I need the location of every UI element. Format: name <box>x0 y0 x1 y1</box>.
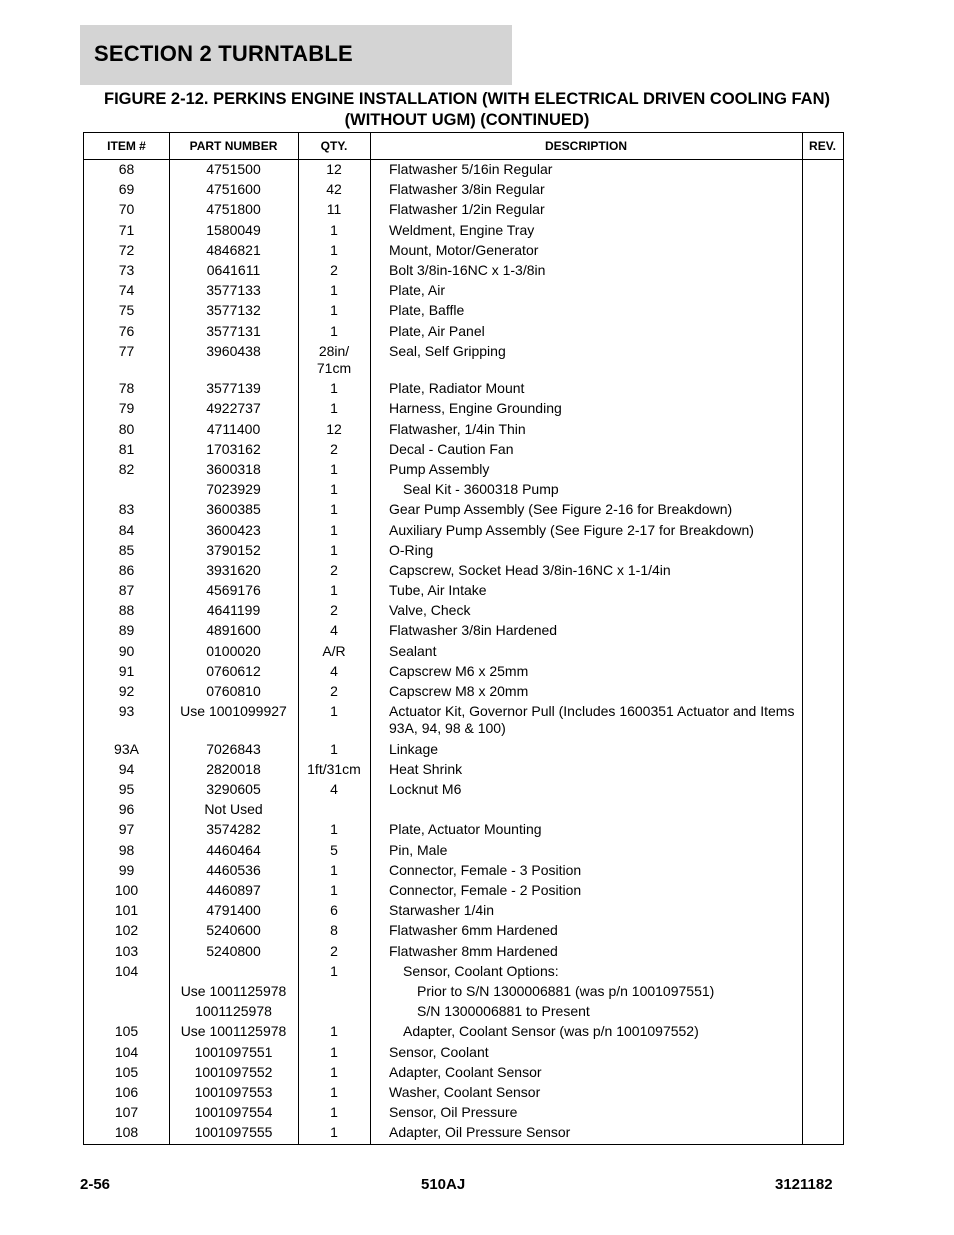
cell-item: 92 <box>118 683 135 699</box>
cell-description: Valve, Check <box>389 602 471 619</box>
cell-qty: 1 <box>330 1124 338 1141</box>
cell-item: 81 <box>118 440 135 457</box>
cell-qty: 1 <box>330 481 338 498</box>
cell-item: 103 <box>114 942 139 959</box>
cell-part-number: 3600385 <box>206 501 261 518</box>
cell-qty: 1 <box>330 322 338 339</box>
cell-description: Mount, Motor/Generator <box>389 241 539 258</box>
cell-description: Adapter, Oil Pressure Sensor <box>389 1124 571 1141</box>
cell-qty: 2 <box>330 683 338 699</box>
cell-part-number: 3790152 <box>206 541 261 558</box>
cell-description: Flatwasher 1/2in Regular <box>389 201 545 218</box>
cell-item: 107 <box>114 1104 139 1121</box>
parts-table <box>83 132 844 1145</box>
table-row <box>84 400 843 420</box>
table-row <box>84 181 843 201</box>
cell-item: 69 <box>118 181 135 198</box>
cell-item: 71 <box>118 221 135 238</box>
cell-description: O-Ring <box>389 541 434 558</box>
cell-qty: A/R <box>322 642 346 659</box>
table-row <box>84 602 843 622</box>
table-row <box>84 643 843 663</box>
cell-description: Flatwasher 8mm Hardened <box>389 942 558 959</box>
cell-qty: 4 <box>330 781 338 798</box>
cell-part-number: 4922737 <box>206 400 261 417</box>
table-row <box>84 842 843 862</box>
cell-qty: 1 <box>330 1083 338 1100</box>
cell-qty: 1 <box>330 302 338 319</box>
cell-qty: 2 <box>330 942 338 959</box>
table-row <box>84 161 843 181</box>
cell-part-number: Use 1001099927 <box>180 703 287 720</box>
cell-qty: 6 <box>330 902 338 919</box>
table-row <box>84 703 843 741</box>
footer-page-number: 2-56 <box>80 1176 111 1193</box>
table-row <box>84 983 843 1003</box>
cell-qty: 1 <box>330 282 338 299</box>
cell-qty: 12 <box>326 161 342 177</box>
cell-part-number: 3577132 <box>206 302 261 319</box>
cell-item: 99 <box>118 861 135 878</box>
cell-description: Gear Pump Assembly (See Figure 2-16 for Breakdown) <box>389 501 733 518</box>
table-row <box>84 882 843 902</box>
cell-part-number: 4460897 <box>206 882 261 898</box>
cell-item: 102 <box>114 922 139 939</box>
cell-item: 90 <box>118 642 135 659</box>
cell-item: 104 <box>114 962 139 979</box>
table-body <box>84 161 843 1144</box>
cell-description: Plate, Air Panel <box>389 322 485 339</box>
cell-item: 79 <box>118 400 135 417</box>
table-row <box>84 1124 843 1144</box>
cell-part-number: 3600318 <box>206 460 261 477</box>
cell-description: Tube, Air Intake <box>389 582 487 599</box>
cell-item: 95 <box>118 781 135 798</box>
table-row <box>84 582 843 602</box>
cell-part-number: 0641611 <box>206 261 261 278</box>
cell-qty: 1 <box>330 740 338 757</box>
table-row <box>84 761 843 781</box>
footer-doc-number: 3121182 <box>775 1176 833 1193</box>
cell-part-number: 4791400 <box>206 902 261 919</box>
cell-description: Connector, Female - 3 Position <box>389 861 582 878</box>
table-row <box>84 343 843 381</box>
cell-qty: 1 <box>330 460 338 477</box>
cell-qty: 1 <box>330 1023 338 1040</box>
table-row <box>84 222 843 242</box>
cell-item: 105 <box>114 1063 139 1080</box>
table-row <box>84 421 843 441</box>
table-row <box>84 302 843 322</box>
table-row <box>84 323 843 343</box>
header-qty: QTY. <box>320 139 348 153</box>
cell-item: 85 <box>118 541 135 558</box>
cell-description: Capscrew M8 x 20mm <box>389 683 529 699</box>
cell-qty: 1 <box>330 400 338 417</box>
cell-item: 93A <box>114 740 139 757</box>
cell-part-number: Use 1001125978 <box>180 982 287 999</box>
table-row <box>84 441 843 461</box>
header-divider <box>84 159 843 160</box>
cell-description: Prior to S/N 1300006881 (was p/n 1001097551) <box>417 982 715 999</box>
header-description: DESCRIPTION <box>544 139 627 153</box>
cell-description: Bolt 3/8in-16NC x 1-3/8in <box>389 261 546 278</box>
cell-description: Flatwasher 3/8in Hardened <box>389 622 558 639</box>
cell-description: Washer, Coolant Sensor <box>389 1083 541 1100</box>
table-row <box>84 663 843 683</box>
cell-qty: 2 <box>330 440 338 457</box>
cell-item: 84 <box>118 521 135 538</box>
cell-item: 78 <box>118 380 135 397</box>
table-row <box>84 1023 843 1043</box>
cell-item: 82 <box>118 460 135 477</box>
cell-description: Starwasher 1/4in <box>389 902 495 919</box>
cell-qty: 1 <box>330 241 338 258</box>
cell-part-number: 3577133 <box>206 282 261 299</box>
cell-part-number: 1001097555 <box>194 1124 273 1141</box>
cell-part-number: 0760612 <box>206 662 261 679</box>
cell-part-number: 1001097553 <box>194 1083 273 1100</box>
table-row <box>84 562 843 582</box>
cell-part-number: 1001097551 <box>194 1043 273 1060</box>
cell-qty: 1 <box>330 1043 338 1060</box>
table-row <box>84 461 843 481</box>
header-item: ITEM # <box>107 139 146 153</box>
cell-item: 83 <box>118 501 135 518</box>
cell-description: Capscrew, Socket Head 3/8in-16NC x 1-1/4in <box>389 561 671 578</box>
table-row <box>84 380 843 400</box>
table-row <box>84 1104 843 1124</box>
cell-part-number: 0100020 <box>206 642 261 659</box>
cell-description: Actuator Kit, Governor Pull (Includes 1600351 Actuator and Items 93A, 94, 98 & 100) <box>389 703 795 737</box>
table-row <box>84 902 843 922</box>
cell-item: 108 <box>114 1124 139 1141</box>
table-row <box>84 542 843 562</box>
cell-qty: 2 <box>330 561 338 578</box>
cell-description: Heat Shrink <box>389 760 463 777</box>
cell-part-number: 4460536 <box>206 861 261 878</box>
cell-description: Adapter, Coolant Sensor <box>389 1063 542 1080</box>
cell-part-number: 3931620 <box>206 561 261 578</box>
footer-model: 510AJ <box>421 1176 466 1193</box>
cell-part-number: 4891600 <box>206 622 261 639</box>
cell-part-number: 5240800 <box>206 942 261 959</box>
cell-part-number: Use 1001125978 <box>180 1023 287 1040</box>
cell-item: 70 <box>118 201 135 218</box>
cell-part-number: 5240600 <box>206 922 261 939</box>
cell-qty: 1 <box>330 221 338 238</box>
figure-title-line1: FIGURE 2-12. PERKINS ENGINE INSTALLATION (WITH ELECTRICAL DRIVEN COOLING FAN) <box>103 90 831 108</box>
table-row <box>84 922 843 942</box>
cell-item: 68 <box>118 161 135 177</box>
cell-qty: 28in/ 71cm <box>316 342 352 376</box>
cell-qty: 4 <box>330 662 338 679</box>
cell-qty: 4 <box>330 622 338 639</box>
cell-qty: 1 <box>330 380 338 397</box>
cell-part-number: 4846821 <box>206 241 261 258</box>
figure-title <box>80 89 854 131</box>
cell-qty: 1 <box>330 861 338 878</box>
table-row <box>84 963 843 983</box>
cell-item: 96 <box>118 801 135 818</box>
cell-item: 101 <box>114 902 139 919</box>
cell-description: Plate, Radiator Mount <box>389 380 525 397</box>
section-title: SECTION 2 TURNTABLE <box>94 41 353 66</box>
table-row <box>84 262 843 282</box>
cell-description: Sensor, Coolant Options: <box>403 962 559 979</box>
cell-part-number: 1001097552 <box>194 1063 273 1080</box>
cell-part-number: 1001097554 <box>194 1104 273 1121</box>
cell-item: 80 <box>118 420 135 437</box>
cell-item: 94 <box>118 760 135 777</box>
cell-qty: 5 <box>330 841 338 858</box>
cell-qty: 12 <box>326 420 342 437</box>
cell-item: 106 <box>114 1083 139 1100</box>
cell-description: Flatwasher 5/16in Regular <box>389 161 553 177</box>
table-row <box>84 801 843 821</box>
table-row <box>84 1064 843 1084</box>
cell-item: 98 <box>118 841 135 858</box>
cell-qty: 2 <box>330 602 338 619</box>
cell-description: Pin, Male <box>389 841 448 858</box>
cell-qty: 1 <box>330 582 338 599</box>
cell-item: 74 <box>118 282 135 299</box>
cell-part-number: 3577131 <box>206 322 261 339</box>
table-row <box>84 1044 843 1064</box>
cell-part-number: 4711400 <box>206 420 261 437</box>
header-part-number: PART NUMBER <box>189 139 278 153</box>
table-row <box>84 522 843 542</box>
cell-item: 91 <box>118 662 135 679</box>
table-row <box>84 821 843 841</box>
cell-qty: 1 <box>330 1104 338 1121</box>
cell-part-number: 1580049 <box>206 221 261 238</box>
cell-qty: 1 <box>330 703 338 720</box>
table-row <box>84 242 843 262</box>
cell-item: 97 <box>118 821 135 838</box>
cell-qty: 42 <box>326 181 342 198</box>
cell-item: 105 <box>114 1023 139 1040</box>
table-row <box>84 741 843 761</box>
cell-item: 93 <box>118 703 135 720</box>
cell-item: 87 <box>118 582 135 599</box>
table-row <box>84 781 843 801</box>
table-row <box>84 1003 843 1023</box>
table-row <box>84 1084 843 1104</box>
cell-part-number: 3290605 <box>206 781 261 798</box>
cell-part-number: 4751500 <box>206 161 261 177</box>
cell-description: Locknut M6 <box>389 781 462 798</box>
cell-description: Decal - Caution Fan <box>389 440 514 457</box>
cell-description: Adapter, Coolant Sensor (was p/n 1001097552) <box>403 1023 699 1040</box>
cell-part-number: 1001125978 <box>195 1003 272 1020</box>
cell-item: 76 <box>118 322 135 339</box>
cell-qty: 1 <box>330 541 338 558</box>
cell-part-number: 0760810 <box>206 683 261 699</box>
cell-part-number: 3574282 <box>206 821 261 838</box>
cell-description: Sensor, Oil Pressure <box>389 1104 518 1121</box>
cell-qty: 1 <box>330 962 338 979</box>
section-header <box>80 25 512 85</box>
cell-qty: 11 <box>326 201 342 218</box>
cell-description: Seal, Self Gripping <box>389 342 506 359</box>
table-row <box>84 943 843 963</box>
cell-part-number: 3960438 <box>206 342 261 359</box>
cell-description: Sealant <box>389 642 437 659</box>
cell-description: Auxiliary Pump Assembly (See Figure 2-17 for Breakdown) <box>389 521 754 538</box>
cell-item: 89 <box>118 622 135 639</box>
cell-description: Plate, Actuator Mounting <box>389 821 542 838</box>
cell-part-number: 7023929 <box>206 481 261 498</box>
cell-part-number: 4569176 <box>206 582 261 599</box>
cell-description: Connector, Female - 2 Position <box>389 882 582 898</box>
cell-part-number: Not Used <box>204 801 263 818</box>
cell-qty: 1 <box>330 521 338 538</box>
cell-description: Pump Assembly <box>389 460 490 477</box>
cell-item: 72 <box>118 241 135 258</box>
cell-part-number: 1703162 <box>206 440 261 457</box>
cell-part-number: 2820018 <box>206 760 261 777</box>
header-rev: REV. <box>809 139 836 153</box>
cell-item: 86 <box>118 561 135 578</box>
cell-part-number: 4460464 <box>206 841 261 858</box>
cell-item: 75 <box>118 302 135 319</box>
table-row <box>84 282 843 302</box>
cell-description: Flatwasher 3/8in Regular <box>389 181 545 198</box>
cell-part-number: 4751600 <box>206 181 261 198</box>
cell-qty: 1 <box>330 1063 338 1080</box>
table-row <box>84 481 843 501</box>
cell-description: Capscrew M6 x 25mm <box>389 662 529 679</box>
cell-item: 88 <box>118 602 135 619</box>
cell-item: 77 <box>118 342 135 359</box>
cell-description: Seal Kit - 3600318 Pump <box>403 481 559 498</box>
table-row <box>84 201 843 221</box>
cell-description: Plate, Baffle <box>389 302 465 319</box>
cell-part-number: 7026843 <box>206 740 261 757</box>
table-row <box>84 683 843 703</box>
table-row <box>84 501 843 521</box>
cell-item: 104 <box>114 1043 139 1060</box>
cell-description: Weldment, Engine Tray <box>389 221 535 238</box>
cell-description: S/N 1300006881 to Present <box>417 1003 590 1020</box>
cell-description: Harness, Engine Grounding <box>389 400 562 417</box>
table-row <box>84 862 843 882</box>
cell-item: 73 <box>118 261 135 278</box>
figure-title-line2: (WITHOUT UGM) (CONTINUED) <box>344 111 590 129</box>
cell-part-number: 3600423 <box>206 521 261 538</box>
cell-description: Flatwasher, 1/4in Thin <box>389 420 526 437</box>
cell-part-number: 4751800 <box>206 201 261 218</box>
cell-qty: 2 <box>330 261 338 278</box>
cell-qty: 1 <box>330 882 338 898</box>
cell-description: Sensor, Coolant <box>389 1043 489 1060</box>
cell-description: Linkage <box>389 740 439 757</box>
cell-description: Plate, Air <box>389 282 446 299</box>
cell-qty: 1 <box>330 821 338 838</box>
cell-qty: 1 <box>330 501 338 518</box>
cell-qty: 8 <box>330 922 338 939</box>
table-row <box>84 622 843 642</box>
cell-part-number: 4641199 <box>206 602 261 619</box>
cell-description: Flatwasher 6mm Hardened <box>389 922 558 939</box>
cell-part-number: 3577139 <box>206 380 261 397</box>
cell-item: 100 <box>114 882 139 898</box>
cell-qty: 1ft/31cm <box>307 760 361 777</box>
